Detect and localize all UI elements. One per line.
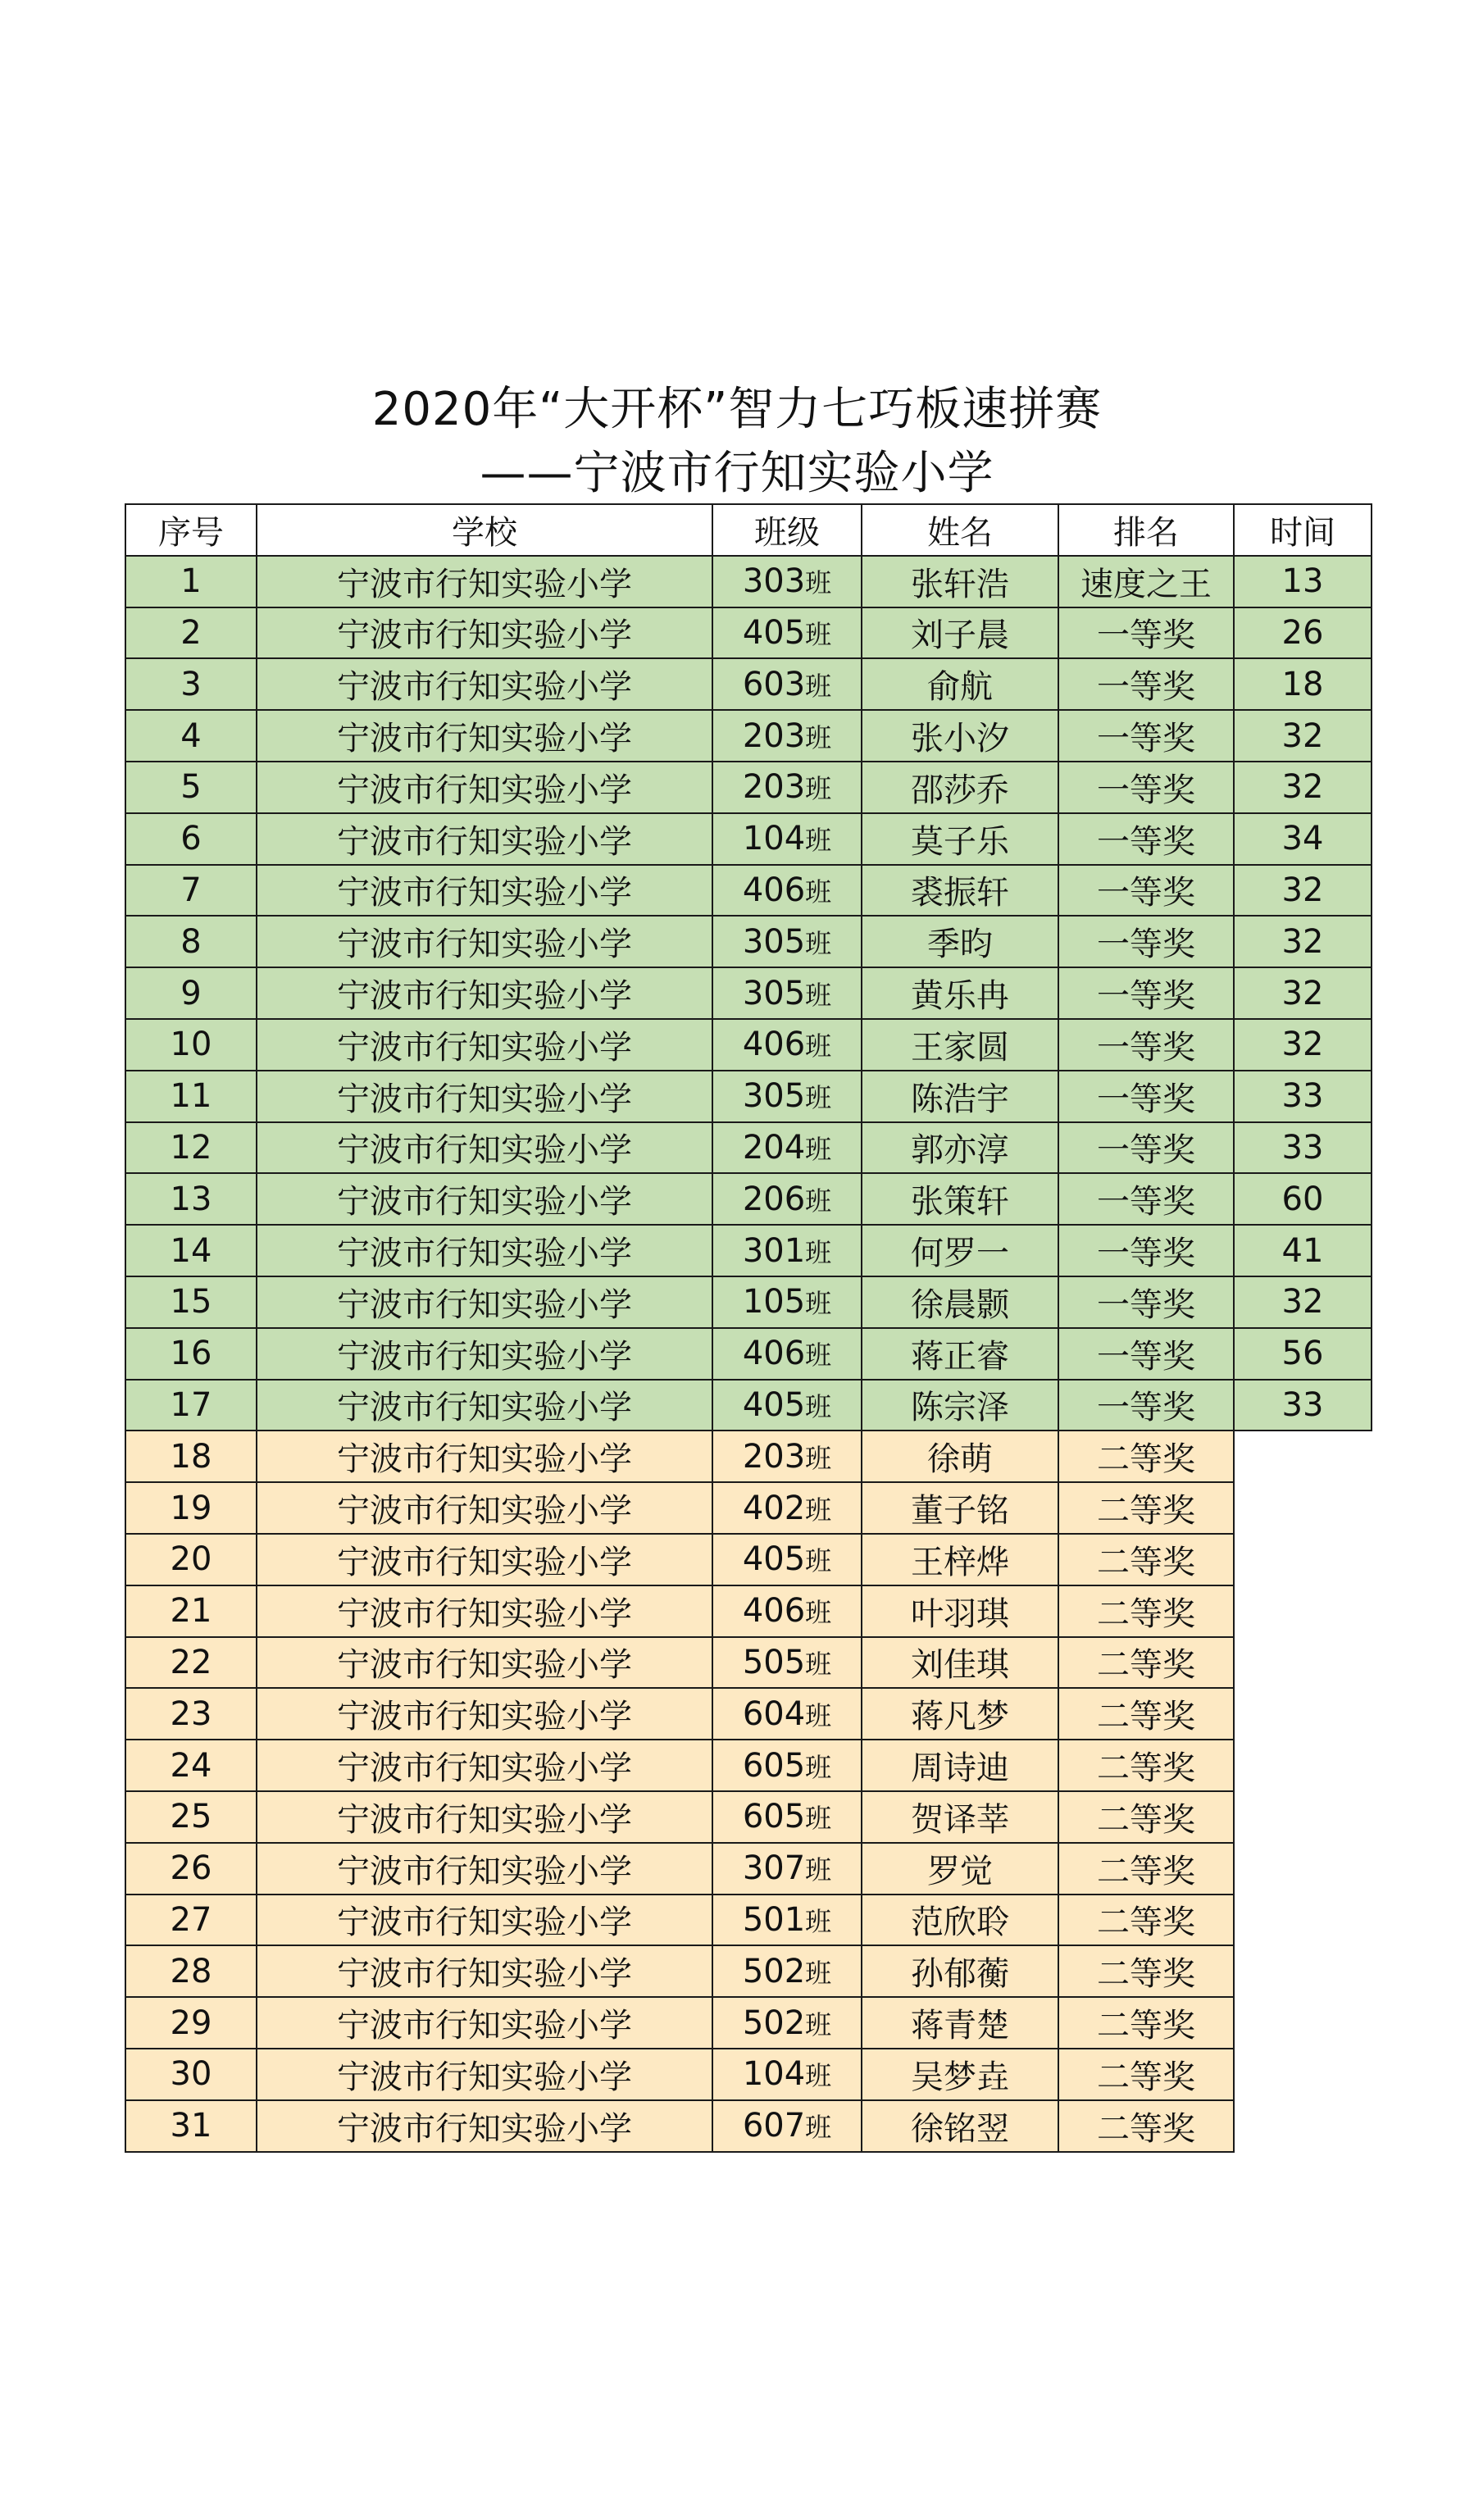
table-row <box>125 1637 1372 1689</box>
cell-rank: 一等奖 <box>1058 1380 1234 1431</box>
cell-no: 22 <box>125 1637 257 1689</box>
cell-time: 34 <box>1234 813 1372 865</box>
cell-no: 25 <box>125 1791 257 1843</box>
class-suffix: 班 <box>805 1699 832 1731</box>
cell-rank: 一等奖 <box>1058 813 1234 865</box>
cell-school: 宁波市行知实验小学 <box>257 1380 712 1431</box>
cell-school: 宁波市行知实验小学 <box>257 1019 712 1071</box>
class-number: 605 <box>742 1798 806 1836</box>
class-suffix: 班 <box>805 1030 832 1062</box>
cell-class <box>712 1791 862 1843</box>
class-suffix: 班 <box>805 1288 832 1320</box>
cell-class <box>712 607 862 659</box>
class-suffix: 班 <box>805 1545 832 1577</box>
cell-rank: 二等奖 <box>1058 1843 1234 1895</box>
cell-no: 10 <box>125 1019 257 1071</box>
cell-school: 宁波市行知实验小学 <box>257 813 712 865</box>
class-number: 204 <box>742 1128 806 1167</box>
cell-no: 12 <box>125 1122 257 1174</box>
class-number: 203 <box>742 768 806 807</box>
table-row <box>125 1328 1372 1380</box>
header-name: 姓名 <box>862 504 1058 556</box>
cell-rank: 一等奖 <box>1058 865 1234 917</box>
cell-time <box>1234 1945 1372 1997</box>
cell-no: 24 <box>125 1740 257 1791</box>
cell-time <box>1234 1688 1372 1740</box>
table-row <box>125 1122 1372 1174</box>
cell-time: 33 <box>1234 1071 1372 1122</box>
cell-class <box>712 967 862 1019</box>
cell-name: 董子铭 <box>862 1482 1058 1534</box>
cell-time <box>1234 1431 1372 1482</box>
cell-rank: 一等奖 <box>1058 1122 1234 1174</box>
cell-no: 23 <box>125 1688 257 1740</box>
cell-time: 32 <box>1234 1019 1372 1071</box>
cell-rank: 二等奖 <box>1058 2049 1234 2100</box>
table-row <box>125 1380 1372 1431</box>
header-no: 序号 <box>125 504 257 556</box>
cell-name: 裘振轩 <box>862 865 1058 917</box>
cell-rank: 一等奖 <box>1058 1225 1234 1276</box>
cell-class <box>712 1945 862 1997</box>
cell-time: 41 <box>1234 1225 1372 1276</box>
table-row <box>125 967 1372 1019</box>
cell-rank: 一等奖 <box>1058 1276 1234 1328</box>
cell-class <box>712 1688 862 1740</box>
cell-school: 宁波市行知实验小学 <box>257 1071 712 1122</box>
class-number: 501 <box>742 1900 806 1939</box>
cell-school: 宁波市行知实验小学 <box>257 2049 712 2100</box>
cell-name: 徐晨颢 <box>862 1276 1058 1328</box>
cell-school: 宁波市行知实验小学 <box>257 2100 712 2152</box>
cell-school: 宁波市行知实验小学 <box>257 916 712 967</box>
cell-time <box>1234 1482 1372 1534</box>
cell-no: 5 <box>125 762 257 813</box>
header-class: 班级 <box>712 504 862 556</box>
cell-rank: 二等奖 <box>1058 1637 1234 1689</box>
cell-no: 21 <box>125 1585 257 1637</box>
cell-time: 32 <box>1234 967 1372 1019</box>
cell-name: 陈宗泽 <box>862 1380 1058 1431</box>
cell-name: 周诗迪 <box>862 1740 1058 1791</box>
cell-time: 32 <box>1234 762 1372 813</box>
table-row <box>125 1688 1372 1740</box>
class-number: 406 <box>742 1335 806 1373</box>
cell-class <box>712 916 862 967</box>
cell-name: 贺译莘 <box>862 1791 1058 1843</box>
cell-rank: 二等奖 <box>1058 1688 1234 1740</box>
cell-rank: 一等奖 <box>1058 710 1234 762</box>
class-suffix: 班 <box>805 1648 832 1680</box>
class-suffix: 班 <box>805 1957 832 1989</box>
class-suffix: 班 <box>805 927 832 959</box>
cell-rank: 一等奖 <box>1058 1019 1234 1071</box>
table-row <box>125 607 1372 659</box>
class-suffix: 班 <box>805 1494 832 1526</box>
cell-no: 14 <box>125 1225 257 1276</box>
cell-rank: 一等奖 <box>1058 1328 1234 1380</box>
cell-class <box>712 1225 862 1276</box>
cell-rank: 一等奖 <box>1058 1071 1234 1122</box>
cell-name: 蒋青楚 <box>862 1997 1058 2049</box>
class-number: 305 <box>742 922 806 961</box>
table-row <box>125 1997 1372 2049</box>
class-suffix: 班 <box>805 1597 832 1629</box>
cell-no: 3 <box>125 658 257 710</box>
cell-school: 宁波市行知实验小学 <box>257 1122 712 1174</box>
cell-no: 29 <box>125 1997 257 2049</box>
cell-no: 17 <box>125 1380 257 1431</box>
cell-class <box>712 1895 862 1946</box>
cell-name: 季昀 <box>862 916 1058 967</box>
cell-no: 18 <box>125 1431 257 1482</box>
cell-name: 孙郁蘅 <box>862 1945 1058 1997</box>
class-suffix: 班 <box>805 1390 832 1422</box>
cell-school: 宁波市行知实验小学 <box>257 1791 712 1843</box>
cell-name: 张轩浩 <box>862 556 1058 607</box>
cell-time: 60 <box>1234 1173 1372 1225</box>
header-rank: 排名 <box>1058 504 1234 556</box>
class-number: 405 <box>742 1385 806 1424</box>
table-row <box>125 1740 1372 1791</box>
class-number: 305 <box>742 1077 806 1116</box>
class-number: 305 <box>742 974 806 1012</box>
cell-name: 徐铭翌 <box>862 2100 1058 2152</box>
table-header-row <box>125 504 1372 556</box>
cell-school: 宁波市行知实验小学 <box>257 1276 712 1328</box>
cell-time <box>1234 1637 1372 1689</box>
cell-rank: 一等奖 <box>1058 658 1234 710</box>
class-number: 303 <box>742 562 806 601</box>
class-number: 307 <box>742 1849 806 1888</box>
class-number: 406 <box>742 1026 806 1064</box>
class-number: 605 <box>742 1746 806 1785</box>
document-subtitle: ——宁波市行知实验小学 <box>480 447 994 500</box>
cell-class <box>712 1328 862 1380</box>
class-number: 402 <box>742 1489 806 1527</box>
cell-school: 宁波市行知实验小学 <box>257 1225 712 1276</box>
cell-no: 28 <box>125 1945 257 1997</box>
cell-class <box>712 1276 862 1328</box>
table-row <box>125 1431 1372 1482</box>
cell-name: 张策轩 <box>862 1173 1058 1225</box>
table-row <box>125 1173 1372 1225</box>
cell-school: 宁波市行知实验小学 <box>257 1945 712 1997</box>
class-suffix: 班 <box>805 670 832 702</box>
class-number: 206 <box>742 1180 806 1218</box>
cell-school: 宁波市行知实验小学 <box>257 967 712 1019</box>
cell-time <box>1234 1585 1372 1637</box>
cell-time: 26 <box>1234 607 1372 659</box>
cell-rank: 一等奖 <box>1058 967 1234 1019</box>
cell-no: 6 <box>125 813 257 865</box>
cell-school: 宁波市行知实验小学 <box>257 1431 712 1482</box>
cell-class <box>712 1637 862 1689</box>
class-suffix: 班 <box>805 1442 832 1474</box>
cell-class <box>712 865 862 917</box>
cell-rank: 一等奖 <box>1058 607 1234 659</box>
cell-class <box>712 1843 862 1895</box>
class-number: 406 <box>742 871 806 909</box>
table-row <box>125 658 1372 710</box>
table-row <box>125 1276 1372 1328</box>
class-number: 604 <box>742 1694 806 1733</box>
cell-class <box>712 1740 862 1791</box>
cell-rank: 二等奖 <box>1058 1997 1234 2049</box>
cell-time: 32 <box>1234 916 1372 967</box>
cell-no: 7 <box>125 865 257 917</box>
class-suffix: 班 <box>805 2112 832 2144</box>
cell-rank: 二等奖 <box>1058 1740 1234 1791</box>
cell-school: 宁波市行知实验小学 <box>257 1997 712 2049</box>
cell-rank: 二等奖 <box>1058 1791 1234 1843</box>
cell-class <box>712 2100 862 2152</box>
class-suffix: 班 <box>805 1905 832 1937</box>
cell-no: 20 <box>125 1534 257 1585</box>
cell-name: 邵莎乔 <box>862 762 1058 813</box>
cell-rank: 一等奖 <box>1058 762 1234 813</box>
cell-school: 宁波市行知实验小学 <box>257 1740 712 1791</box>
table-row <box>125 1843 1372 1895</box>
cell-time <box>1234 2049 1372 2100</box>
class-suffix: 班 <box>805 1340 832 1371</box>
cell-name: 郭亦淳 <box>862 1122 1058 1174</box>
cell-name: 王梓烨 <box>862 1534 1058 1585</box>
table-row <box>125 2049 1372 2100</box>
cell-no: 9 <box>125 967 257 1019</box>
cell-name: 王家圆 <box>862 1019 1058 1071</box>
class-suffix: 班 <box>805 721 832 753</box>
cell-name: 徐萌 <box>862 1431 1058 1482</box>
cell-rank: 二等奖 <box>1058 2100 1234 2152</box>
table-row <box>125 1482 1372 1534</box>
table-row <box>125 1534 1372 1585</box>
class-suffix: 班 <box>805 1236 832 1268</box>
cell-no: 4 <box>125 710 257 762</box>
cell-class <box>712 1380 862 1431</box>
class-number: 603 <box>742 665 806 703</box>
cell-class <box>712 1071 862 1122</box>
class-suffix: 班 <box>805 2008 832 2040</box>
cell-class <box>712 1122 862 1174</box>
cell-rank: 二等奖 <box>1058 1585 1234 1637</box>
cell-name: 刘子晨 <box>862 607 1058 659</box>
class-number: 203 <box>742 716 806 755</box>
cell-rank: 二等奖 <box>1058 1945 1234 1997</box>
cell-no: 26 <box>125 1843 257 1895</box>
cell-rank: 一等奖 <box>1058 916 1234 967</box>
cell-class <box>712 1997 862 2049</box>
cell-school: 宁波市行知实验小学 <box>257 556 712 607</box>
cell-class <box>712 556 862 607</box>
cell-name: 何罗一 <box>862 1225 1058 1276</box>
table-row <box>125 1019 1372 1071</box>
class-suffix: 班 <box>805 1082 832 1114</box>
cell-time <box>1234 2100 1372 2152</box>
cell-school: 宁波市行知实验小学 <box>257 865 712 917</box>
cell-school: 宁波市行知实验小学 <box>257 1895 712 1946</box>
class-number: 502 <box>742 2004 806 2042</box>
cell-name: 叶羽琪 <box>862 1585 1058 1637</box>
cell-name: 吴梦垚 <box>862 2049 1058 2100</box>
table-row <box>125 556 1372 607</box>
class-suffix: 班 <box>805 1133 832 1165</box>
cell-time <box>1234 1791 1372 1843</box>
table-row <box>125 1585 1372 1637</box>
cell-school: 宁波市行知实验小学 <box>257 1637 712 1689</box>
cell-class <box>712 1173 862 1225</box>
cell-class <box>712 762 862 813</box>
class-number: 607 <box>742 2107 806 2145</box>
cell-name: 刘佳琪 <box>862 1637 1058 1689</box>
class-number: 505 <box>742 1643 806 1681</box>
cell-time: 33 <box>1234 1380 1372 1431</box>
class-number: 502 <box>742 1952 806 1990</box>
header-school: 学校 <box>257 504 712 556</box>
table-row <box>125 1225 1372 1276</box>
table-row <box>125 2100 1372 2152</box>
cell-school: 宁波市行知实验小学 <box>257 1482 712 1534</box>
class-suffix: 班 <box>805 773 832 805</box>
cell-rank: 二等奖 <box>1058 1431 1234 1482</box>
cell-school: 宁波市行知实验小学 <box>257 1843 712 1895</box>
class-suffix: 班 <box>805 979 832 1011</box>
cell-time: 32 <box>1234 865 1372 917</box>
cell-time <box>1234 1843 1372 1895</box>
cell-rank: 二等奖 <box>1058 1895 1234 1946</box>
class-number: 301 <box>742 1231 806 1270</box>
cell-no: 11 <box>125 1071 257 1122</box>
cell-rank: 速度之王 <box>1058 556 1234 607</box>
cell-time <box>1234 1895 1372 1946</box>
cell-name: 陈浩宇 <box>862 1071 1058 1122</box>
cell-school: 宁波市行知实验小学 <box>257 1585 712 1637</box>
class-number: 105 <box>742 1283 806 1321</box>
table-row <box>125 1791 1372 1843</box>
cell-name: 黄乐冉 <box>862 967 1058 1019</box>
cell-class <box>712 1585 862 1637</box>
cell-class <box>712 658 862 710</box>
cell-no: 8 <box>125 916 257 967</box>
cell-name: 莫子乐 <box>862 813 1058 865</box>
cell-time: 18 <box>1234 658 1372 710</box>
cell-class <box>712 1534 862 1585</box>
class-suffix: 班 <box>805 876 832 907</box>
cell-name: 蒋凡梦 <box>862 1688 1058 1740</box>
class-number: 104 <box>742 820 806 858</box>
table-row <box>125 813 1372 865</box>
table-row <box>125 1895 1372 1946</box>
cell-no: 30 <box>125 2049 257 2100</box>
table-row <box>125 710 1372 762</box>
cell-time: 33 <box>1234 1122 1372 1174</box>
cell-time: 32 <box>1234 1276 1372 1328</box>
cell-school: 宁波市行知实验小学 <box>257 607 712 659</box>
class-suffix: 班 <box>805 1803 832 1835</box>
cell-no: 16 <box>125 1328 257 1380</box>
cell-no: 19 <box>125 1482 257 1534</box>
table-row <box>125 865 1372 917</box>
cell-school: 宁波市行知实验小学 <box>257 1173 712 1225</box>
cell-school: 宁波市行知实验小学 <box>257 1328 712 1380</box>
cell-school: 宁波市行知实验小学 <box>257 658 712 710</box>
cell-class <box>712 1019 862 1071</box>
cell-time <box>1234 1740 1372 1791</box>
table-row <box>125 1945 1372 1997</box>
class-suffix: 班 <box>805 825 832 857</box>
class-suffix: 班 <box>805 567 832 599</box>
class-suffix: 班 <box>805 1751 832 1783</box>
cell-class <box>712 2049 862 2100</box>
cell-school: 宁波市行知实验小学 <box>257 1534 712 1585</box>
class-number: 406 <box>742 1592 806 1631</box>
document-title: 2020年“大开杯”智力七巧板速拼赛 <box>371 383 1103 436</box>
cell-time: 32 <box>1234 710 1372 762</box>
cell-time: 13 <box>1234 556 1372 607</box>
cell-name: 张小汐 <box>862 710 1058 762</box>
cell-class <box>712 813 862 865</box>
table-row <box>125 916 1372 967</box>
header-time: 时间 <box>1234 504 1372 556</box>
cell-time: 56 <box>1234 1328 1372 1380</box>
class-suffix: 班 <box>805 2060 832 2092</box>
cell-rank: 二等奖 <box>1058 1482 1234 1534</box>
cell-name: 范欣聆 <box>862 1895 1058 1946</box>
cell-rank: 一等奖 <box>1058 1173 1234 1225</box>
cell-no: 1 <box>125 556 257 607</box>
class-number: 405 <box>742 1540 806 1579</box>
class-suffix: 班 <box>805 618 832 650</box>
cell-school: 宁波市行知实验小学 <box>257 1688 712 1740</box>
cell-school: 宁波市行知实验小学 <box>257 762 712 813</box>
table-row <box>125 1071 1372 1122</box>
class-number: 405 <box>742 613 806 652</box>
cell-no: 13 <box>125 1173 257 1225</box>
table-row <box>125 762 1372 813</box>
cell-class <box>712 1482 862 1534</box>
cell-no: 2 <box>125 607 257 659</box>
results-table <box>125 503 1372 2153</box>
class-number: 104 <box>742 2055 806 2094</box>
cell-class <box>712 710 862 762</box>
class-suffix: 班 <box>805 1185 832 1217</box>
class-number: 203 <box>742 1437 806 1476</box>
class-suffix: 班 <box>805 1854 832 1886</box>
cell-school: 宁波市行知实验小学 <box>257 710 712 762</box>
cell-rank: 二等奖 <box>1058 1534 1234 1585</box>
cell-no: 31 <box>125 2100 257 2152</box>
cell-class <box>712 1431 862 1482</box>
cell-name: 罗觉 <box>862 1843 1058 1895</box>
cell-no: 15 <box>125 1276 257 1328</box>
cell-name: 蒋正睿 <box>862 1328 1058 1380</box>
cell-time <box>1234 1997 1372 2049</box>
cell-time <box>1234 1534 1372 1585</box>
cell-name: 俞航 <box>862 658 1058 710</box>
cell-no: 27 <box>125 1895 257 1946</box>
